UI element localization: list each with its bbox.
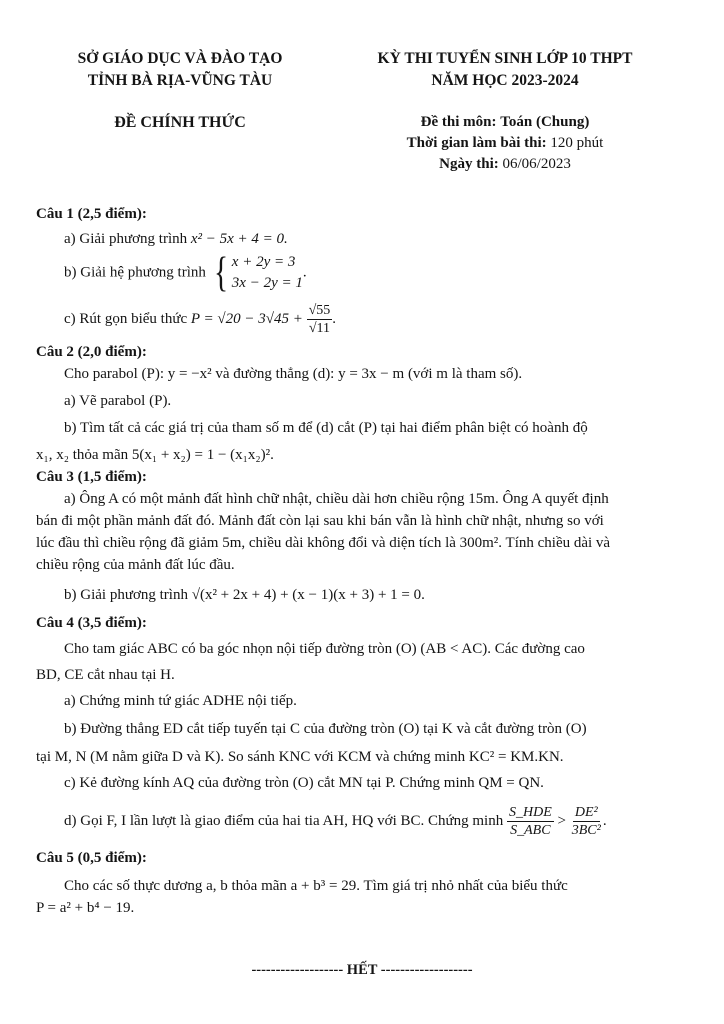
department-name: SỞ GIÁO DỤC VÀ ĐÀO TẠO xyxy=(77,50,283,67)
exam-name: KỲ THI TUYỂN SINH LỚP 10 THPT xyxy=(377,50,633,67)
equation-system xyxy=(210,252,303,294)
question-2a: a) Vẽ parabol (P). xyxy=(64,393,172,409)
time-label: Thời gian làm bài thi: xyxy=(406,135,547,151)
brace-icon: { xyxy=(213,250,228,296)
department-header xyxy=(40,48,320,92)
question-4d-text: d) Gọi F, I lần lượt là giao điểm của hai tia AH, HQ với BC. Chứng minh xyxy=(64,812,504,829)
question-5-line1: Cho các số thực dương a, b thỏa mãn a + b³ = 29. Tìm giá trị nhỏ nhất của biểu thức xyxy=(64,878,568,894)
question-3b: b) Giải phương trình √(x² + 2x + 4) + (x − 1)(x + 3) + 1 = 0. xyxy=(64,587,425,603)
exam-info xyxy=(360,112,650,175)
subject-label: Đề thi môn: xyxy=(420,114,497,130)
question-2b-line2: x₁, x₂ thỏa mãn 5(x₁ + x₂) = 1 − (x₁x₂)². xyxy=(36,447,274,463)
question-3a-line3: lúc đầu thì chiều rộng đã giảm 5m, chiều dài không đổi và diện tích là 300m². Tính chiều dài và xyxy=(36,535,611,551)
school-year: NĂM HỌC 2023-2024 xyxy=(431,72,579,89)
question-1c-math: P = √20 − 3√45 + xyxy=(190,310,303,327)
fraction-numerator: √55 xyxy=(308,303,331,318)
fraction-numerator: S_HDE xyxy=(508,805,552,820)
length-ratio-fraction xyxy=(570,804,603,839)
question-3a-line2: bán đi một phần mảnh đất đó. Mảnh đất còn lại sau khi bán vẫn là hình chữ nhật, nhưng so với xyxy=(36,513,604,529)
question-3a-line4: chiều rộng của mảnh đất lúc đầu. xyxy=(36,557,235,573)
official-label: ĐỀ CHÍNH THỨC xyxy=(114,114,246,131)
fraction xyxy=(307,302,333,337)
question-1c: c) Rút gọn biểu thức P = √20 − 3√45 + $\frac{√55}{√11}$ . xyxy=(64,303,337,336)
question-1c-text: c) Rút gọn biểu thức xyxy=(64,310,188,327)
subject-value: Toán (Chung) xyxy=(500,114,590,130)
question-4-intro-line1: Cho tam giác ABC có ba góc nhọn nội tiếp đường tròn (O) (AB < AC). Các đường cao xyxy=(64,641,585,657)
question-1a-math: x² − 5x + 4 = 0. xyxy=(190,231,288,247)
question-2-intro: Cho parabol (P): y = −x² và đường thẳng (d): y = 3x − m (với m là tham số). xyxy=(64,366,523,382)
question-4c: c) Kẻ đường kính AQ của đường tròn (O) cắt MN tại P. Chứng minh QM = QN. xyxy=(64,775,544,791)
question-1b: b) Giải hệ phương trình { x + 2y = 3 3x − 2y = 1 . xyxy=(64,250,307,296)
date-label: Ngày thi: xyxy=(439,156,499,172)
fraction-denominator: 3BC² xyxy=(571,823,601,838)
system-eq-2: 3x − 2y = 1 xyxy=(231,275,303,291)
fraction-denominator: √11 xyxy=(308,321,331,336)
question-2-title: Câu 2 (2,0 điểm): xyxy=(36,344,147,360)
question-4-title: Câu 4 (3,5 điểm): xyxy=(36,615,147,631)
time-value: 120 phút xyxy=(550,135,604,151)
province-name: TỈNH BÀ RỊA-VŨNG TÀU xyxy=(87,72,273,89)
date-value: 06/06/2023 xyxy=(502,156,571,172)
question-4-intro-line2: BD, CE cắt nhau tại H. xyxy=(36,667,175,683)
question-4b-line2: tại M, N (M nằm giữa D và K). So sánh KNC với KCM và chứng minh KC² = KM.KN. xyxy=(36,749,564,765)
question-2b-line1: b) Tìm tất cả các giá trị của tham số m để (d) cắt (P) tại hai điểm phân biệt có hoành độ xyxy=(64,420,588,436)
question-4b-line1: b) Đường thẳng ED cắt tiếp tuyến tại C của đường tròn (O) tại K và cắt đường tròn (O) xyxy=(64,721,587,737)
question-5-title: Câu 5 (0,5 điểm): xyxy=(36,850,147,866)
greater-than-sign: > xyxy=(557,812,566,829)
exam-content xyxy=(36,203,694,919)
fraction-numerator: DE² xyxy=(574,805,598,820)
question-3-title: Câu 3 (1,5 điểm): xyxy=(36,469,147,485)
question-1a-text: a) Giải phương trình xyxy=(64,231,188,247)
fraction-denominator: S_ABC xyxy=(510,823,551,838)
question-4a: a) Chứng minh tứ giác ADHE nội tiếp. xyxy=(64,693,297,709)
question-1b-text: b) Giải hệ phương trình xyxy=(64,264,206,281)
exam-header xyxy=(360,48,650,92)
end-marker: ------------------- HẾT ------------------- xyxy=(251,962,473,978)
question-1a xyxy=(36,228,694,250)
question-3a-line1: a) Ông A có một mảnh đất hình chữ nhật, chiều dài hơn chiều rộng 15m. Ông A quyết định xyxy=(64,491,609,507)
question-5-line2: P = a² + b⁴ − 19. xyxy=(36,900,135,916)
system-eq-1: x + 2y = 3 xyxy=(231,254,296,270)
question-4d: d) Gọi F, I lần lượt là giao điểm của hai tia AH, HQ với BC. Chứng minh $\frac{\text{S\_HDE}}{\text{S\_ABC}}$ > $\frac{\text{DE²}}{\text{3BC²}}$ . xyxy=(64,805,607,838)
area-ratio-fraction xyxy=(507,804,554,839)
question-1-title: Câu 1 (2,5 điểm): xyxy=(36,206,147,222)
